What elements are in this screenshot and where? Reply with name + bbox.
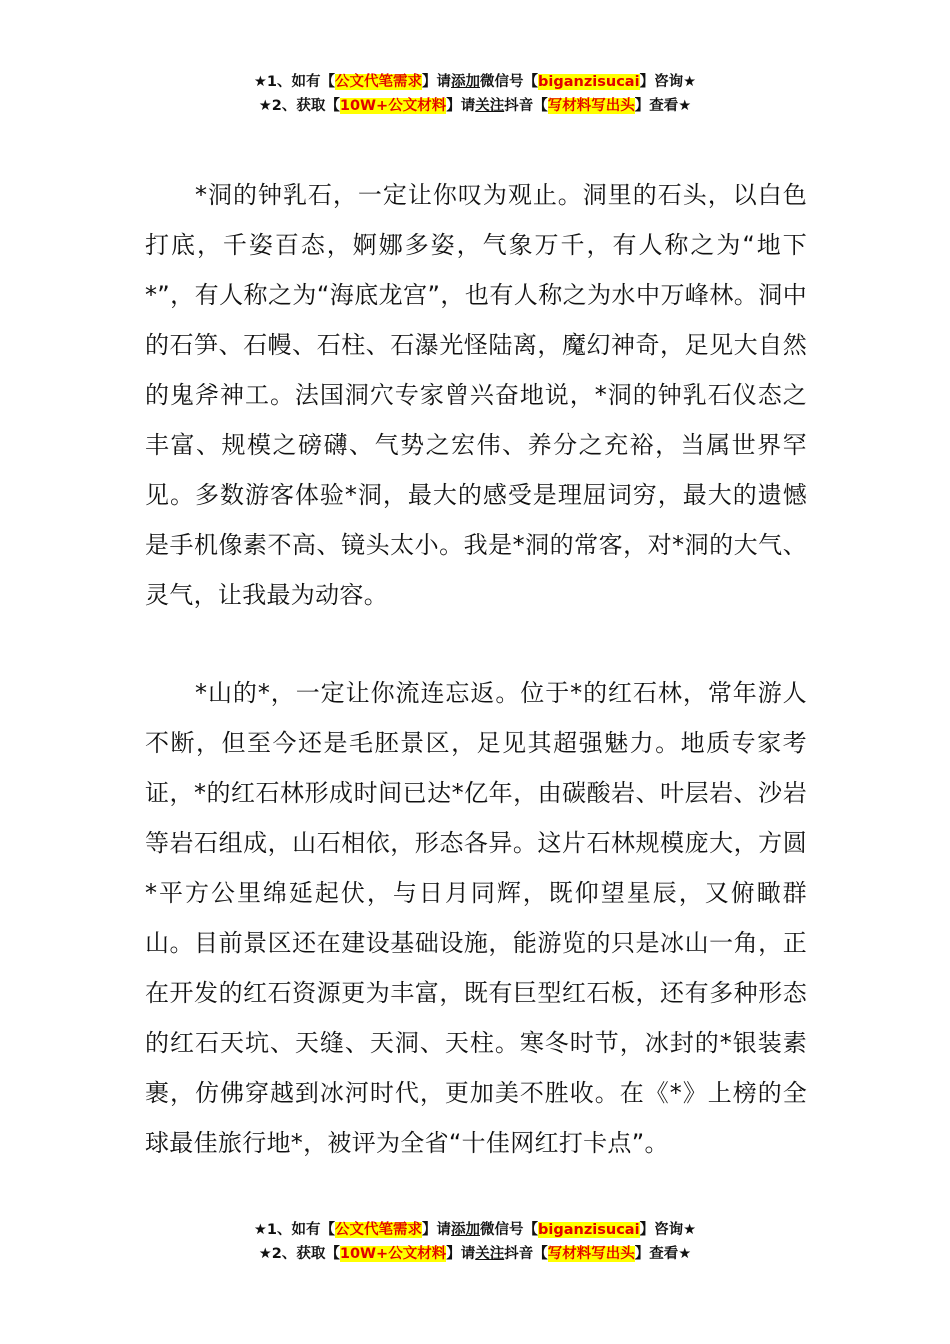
header-banner-line-1 xyxy=(0,70,950,94)
header-line1-emphasis: 添加 xyxy=(451,74,481,90)
footer-line1-mid1: 】请 xyxy=(422,1222,452,1238)
header-line2-prefix: ★2、获取【 xyxy=(258,98,340,114)
footer-line1-suffix: 】咨询★ xyxy=(639,1222,697,1238)
header-line2-materials-highlight: 10W+公文材料 xyxy=(339,98,447,114)
header-line2-suffix: 】查看★ xyxy=(634,98,692,114)
footer-line1-mid2: 微信号【 xyxy=(480,1222,539,1238)
header-line1-prefix: ★1、如有【 xyxy=(253,74,336,90)
footer-line1-wechat-id: biganzisucai xyxy=(538,1222,640,1238)
header-line2-emphasis: 关注 xyxy=(475,98,505,114)
header-line2-mid1: 】请 xyxy=(446,98,476,114)
footer-banner-line-2 xyxy=(0,1242,950,1266)
footer-line1-emphasis: 添加 xyxy=(451,1222,481,1238)
footer-line2-mid2: 抖音【 xyxy=(504,1246,548,1262)
footer-line2-suffix: 】查看★ xyxy=(634,1246,692,1262)
footer-banner xyxy=(0,1218,950,1266)
footer-line2-materials-highlight: 10W+公文材料 xyxy=(339,1246,447,1262)
header-banner xyxy=(0,70,950,118)
header-line2-mid2: 抖音【 xyxy=(504,98,548,114)
footer-line1-service-highlight: 公文代笔需求 xyxy=(335,1222,423,1238)
footer-line2-prefix: ★2、获取【 xyxy=(258,1246,340,1262)
body-paragraph-1: *洞的钟乳石，一定让你叹为观止。洞里的石头，以白色打底，千姿百态，婀娜多姿，气象万千，有人称之为“地下*”，有人称之为“海底龙宫”，也有人称之为水中万峰林。洞中的石笋、石幔、石柱、石瀑光怪陆离，魔幻神奇，足见大自然的鬼斧神工。法国洞穴专家曾兴奋地说，*洞的钟乳石仪态之丰富、规模之磅礴、气势之宏伟、养分之充裕，当属世界罕见。多数游客体验*洞，最大的感受是理屈词穷，最大的遗憾是手机像素不高、镜头太小。我是*洞的常客，对*洞的大气、灵气，让我最为动容。 xyxy=(145,181,807,609)
header-line1-mid1: 】请 xyxy=(422,74,452,90)
footer-banner-line-1 xyxy=(0,1218,950,1242)
header-line1-wechat-id: biganzisucai xyxy=(538,74,640,90)
footer-line2-mid1: 】请 xyxy=(446,1246,476,1262)
header-line1-service-highlight: 公文代笔需求 xyxy=(335,74,423,90)
header-banner-line-2 xyxy=(0,94,950,118)
header-line1-suffix: 】咨询★ xyxy=(639,74,697,90)
footer-line1-prefix: ★1、如有【 xyxy=(253,1222,336,1238)
body-paragraph-2: *山的*，一定让你流连忘返。位于*的红石林，常年游人不断，但至今还是毛胚景区，足见其超强魅力。地质专家考证，*的红石林形成时间已达*亿年，由碳酸岩、叶层岩、沙岩等岩石组成，山石相依，形态各异。这片石林规模庞大，方圆*平方公里绵延起伏，与日月同辉，既仰望星辰，又俯瞰群山。目前景区还在建设基础设施，能游览的只是冰山一角，正在开发的红石资源更为丰富，既有巨型红石板，还有多种形态的红石天坑、天缝、天洞、天柱。寒冬时节，冰封的*银装素裹，仿佛穿越到冰河时代，更加美不胜收。在《*》上榜的全球最佳旅行地*，被评为全省“十佳网红打卡点”。 xyxy=(145,679,807,1157)
footer-line2-douyin-id: 写材料写出头 xyxy=(547,1246,635,1262)
header-line2-douyin-id: 写材料写出头 xyxy=(547,98,635,114)
header-line1-mid2: 微信号【 xyxy=(480,74,539,90)
footer-line2-emphasis: 关注 xyxy=(475,1246,505,1262)
